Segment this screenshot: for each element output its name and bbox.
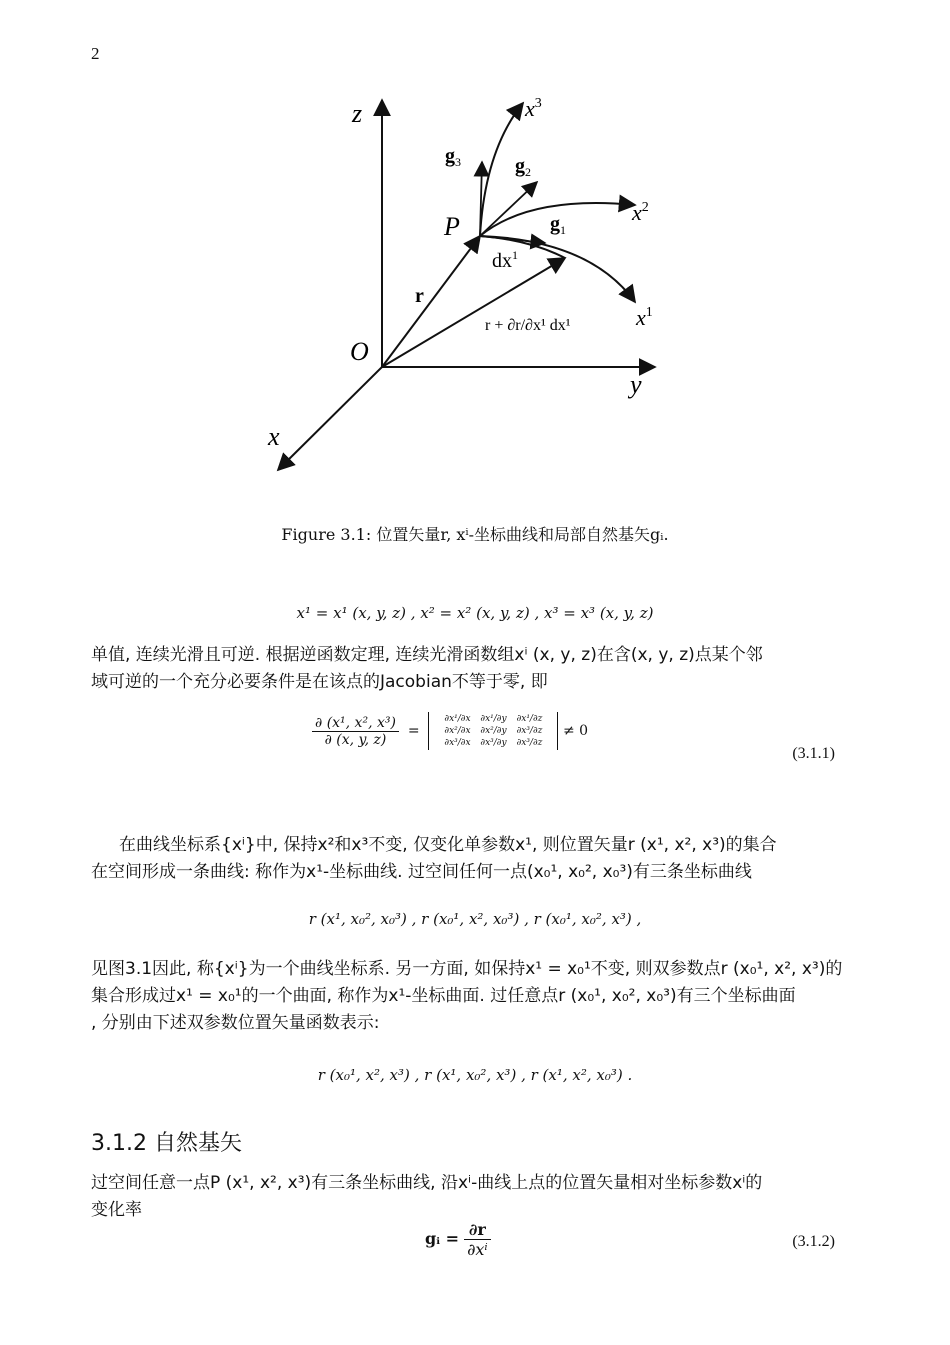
matrix-cell: ∂x²/∂x [444, 726, 471, 736]
equation-3-1-2 [425, 1220, 491, 1259]
label-dx1: dx [492, 250, 512, 272]
svg-text:x3: $x^3$ [525, 96, 542, 121]
para3-line1: 见图3.1因此, 称{xⁱ}为一个曲线坐标系. 另一方面, 如保持x¹ = x₀¹不变, 则双参数点r (x₀¹, x², x³)的 [91, 959, 843, 979]
label-x: x [268, 422, 280, 451]
page-number: 2 [91, 44, 100, 63]
label-x3: x [525, 96, 535, 121]
svg-text:g1: $g_1$ [550, 213, 566, 237]
label-r-sum: r + ∂r/∂x¹ dx¹ [485, 317, 571, 334]
r-vector [382, 236, 480, 367]
para3-line3: , 分别由下述双参数位置矢量函数表示: [91, 1013, 380, 1033]
section-title: 3.1.2 自然基矢 [91, 1131, 242, 1156]
para3-line2: 集合形成过x¹ = x₀¹的一个曲面, 称作为x¹-坐标曲面. 过任意点r (x₀¹, x₀², x₀³)有三个坐标曲面 [91, 986, 796, 1006]
label-P: P [444, 212, 460, 241]
svg-text:g2: $g_2$ [515, 155, 531, 179]
label-y: y [630, 370, 642, 399]
matrix-cell: ∂x³/∂z [516, 726, 543, 736]
para4-line1: 过空间任意一点P (x¹, x², x³)有三条坐标曲线, 沿xⁱ-曲线上点的位置矢量相对坐标参数xⁱ的 [91, 1173, 763, 1193]
equation-3-1-1: $\frac{\text{∂ (x¹, x², x³)}}{\partial (x, y, z)}$ = ∂x¹/∂x ∂x¹/∂y ∂x¹/∂z ∂x²/∂x ∂x²/∂y ∂x³/∂z ∂x³/∂x ∂x³/∂y ∂x³/∂z ≠ 0 [312, 712, 588, 750]
jacobian-den: ∂ (x, y, z) [324, 731, 387, 748]
equation-inverse: x¹ = x¹ (x, y, z) , x² = x² (x, y, z) , x³ = x³ (x, y, z) [296, 604, 654, 622]
para1-line2: 域可逆的一个充分必要条件是在该点的Jacobian不等于零, 即 [91, 672, 548, 692]
label-O: O [350, 337, 369, 366]
gi-den: ∂xⁱ [467, 1240, 488, 1259]
jacobian-matrix [428, 712, 558, 750]
equation-curves: r (x¹, x₀², x₀³) , r (x₀¹, x², x₀³) , r (x₀¹, x₀², x³) , [308, 910, 642, 928]
gi-num: ∂r [464, 1220, 491, 1240]
label-r: r [415, 285, 424, 307]
matrix-cell: ∂x³/∂y [480, 738, 507, 748]
svg-text:x2: $x^2$ [632, 200, 649, 225]
matrix-cell: ∂x¹/∂y [480, 714, 507, 724]
jacobian-num: ∂ (x¹, x², x³) [312, 715, 399, 732]
g1-vector [480, 236, 545, 243]
svg-text:g3: $g_3$ [445, 145, 461, 169]
equation-number-3-1-2: (3.1.2) [792, 1233, 835, 1250]
label-g1: g [550, 213, 560, 235]
para2-line1: 在曲线坐标系{xⁱ}中, 保持x²和x³不变, 仅变化单参数x¹, 则位置矢量r (x¹, x², x³)的集合 [119, 835, 777, 855]
svg-text:x1: $x^1$ [636, 305, 653, 330]
figure-caption: Figure 3.1: 位置矢量r, xⁱ-坐标曲线和局部自然基矢gᵢ. [281, 525, 669, 544]
matrix-cell: ∂x²/∂y [480, 726, 507, 736]
matrix-cell: ∂x¹/∂x [444, 714, 471, 724]
matrix-cell: ∂x³/∂x [444, 738, 471, 748]
para2-line2: 在空间形成一条曲线: 称作为x¹-坐标曲线. 过空间任何一点(x₀¹, x₀², x₀³)有三条坐标曲线 [91, 862, 752, 882]
g2-vector [480, 182, 537, 236]
r-plus-dr-vector [382, 258, 565, 367]
para4-line2: 变化率 [91, 1200, 142, 1220]
equation-surfaces: r (x₀¹, x², x³) , r (x¹, x₀², x³) , r (x¹, x², x₀³) . [317, 1066, 633, 1084]
para1-line1: 单值, 连续光滑且可逆. 根据逆函数定理, 连续光滑函数组xⁱ (x, y, z)在含(x, y, z)点某个邻 [91, 645, 763, 665]
matrix-cell: ∂x³/∂z [516, 738, 543, 748]
label-g3: g [445, 145, 455, 167]
figure-3-1 [260, 90, 680, 480]
label-x1: x [636, 305, 646, 330]
equation-number-3-1-1: (3.1.1) [792, 745, 835, 762]
not-equal-zero: ≠ 0 [562, 723, 589, 739]
svg-text:dx1: $dx^1$ [492, 248, 518, 272]
label-g2: g [515, 155, 525, 177]
label-x2: x [632, 200, 642, 225]
label-z: z [352, 99, 363, 128]
gi-lhs: gᵢ = [425, 1229, 459, 1248]
x-axis [278, 367, 382, 470]
matrix-cell: ∂x¹/∂z [516, 714, 543, 724]
